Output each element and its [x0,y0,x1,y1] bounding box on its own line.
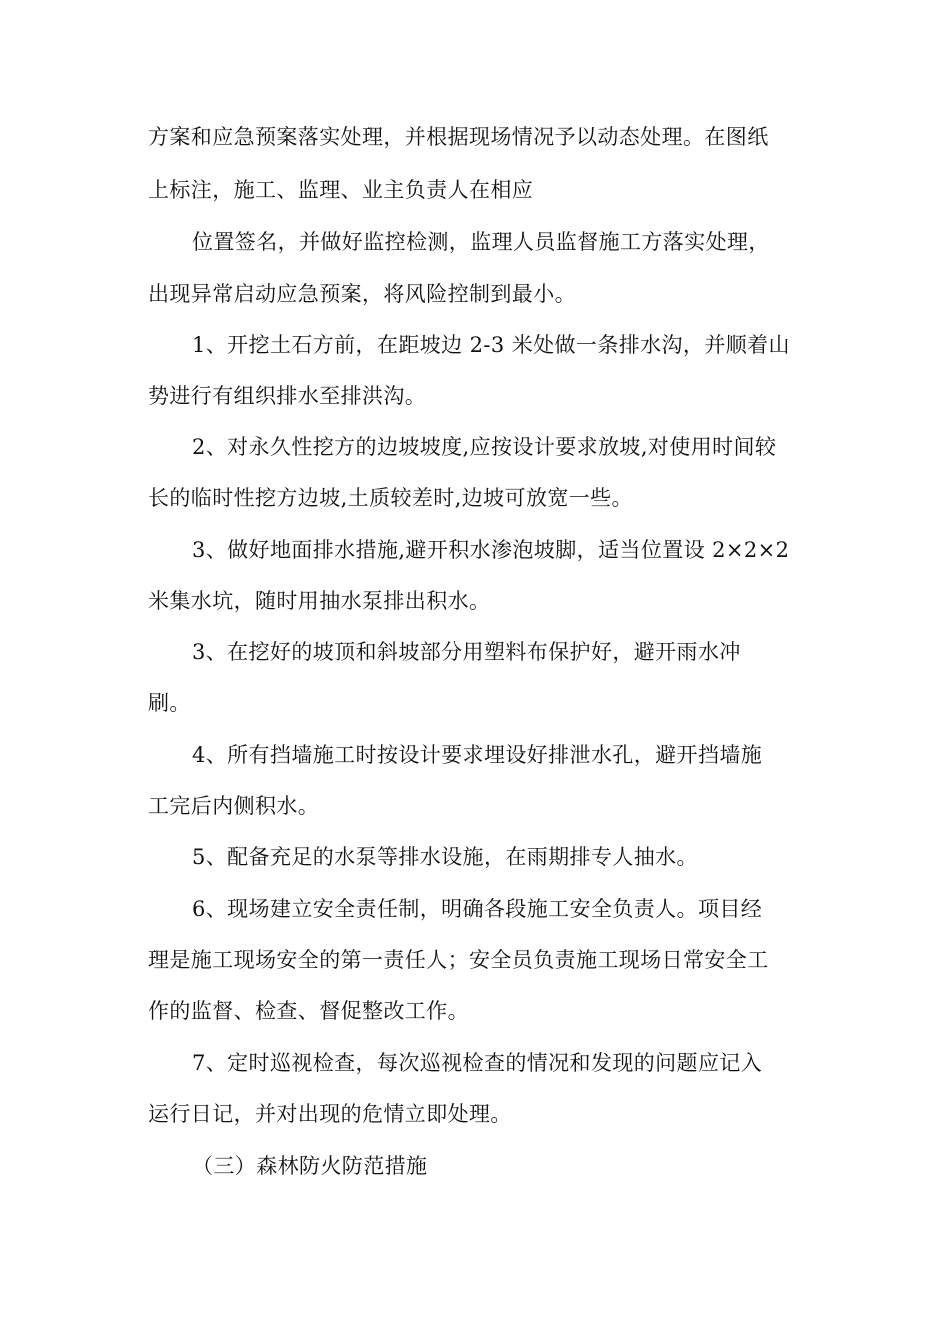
list-item-line: 长的临时性挖方边坡,土质较差时,边坡可放宽一些。 [148,486,633,510]
list-item-line: 2、对永久性挖方的边坡坡度,应按设计要求放坡,对使用时间较 [192,435,777,459]
list-item-line: 势进行有组织排水至排洪沟。 [148,384,427,408]
list-item-line: 作的监督、检查、督促整改工作。 [148,999,469,1023]
list-item-line: 3、做好地面排水措施,避开积水渗泡坡脚，适当位置设 2×2×2 [192,538,790,562]
list-item-line: 米集水坑，随时用抽水泵排出积水。 [148,589,491,613]
paragraph-line: 出现异常启动应急预案，将风险控制到最小。 [148,282,576,306]
paragraph-line: 位置签名，并做好监控检测，监理人员监督施工方落实处理， [192,230,770,254]
list-item-line: 1、开挖土石方前，在距坡边 2-3 米处做一条排水沟，并顺着山 [192,333,790,357]
list-item-line: 运行日记，并对出现的危情立即处理。 [148,1102,512,1126]
list-item-line: 理是施工现场安全的第一责任人；安全员负责施工现场日常安全工 [148,948,769,972]
list-item-line: 5、配备充足的水泵等排水设施，在雨期排专人抽水。 [192,845,698,869]
paragraph-line: 上标注，施工、监理、业主负责人在相应 [148,178,534,202]
list-item-line: 刷。 [148,691,191,715]
paragraph-line: 方案和应急预案落实处理，并根据现场情况予以动态处理。在图纸 [148,125,769,149]
list-item-line: 6、现场建立安全责任制，明确各段施工安全负责人。项目经 [192,897,763,921]
list-item-line: 7、定时巡视检查，每次巡视检查的情况和发现的问题应记入 [192,1051,763,1075]
list-item-line: 工完后内侧积水。 [148,794,320,818]
list-item-line: 3、在挖好的坡顶和斜坡部分用塑料布保护好，避开雨水冲 [192,640,741,664]
section-heading: （三）森林防火防范措施 [192,1154,428,1178]
list-item-line: 4、所有挡墙施工时按设计要求埋设好排泄水孔，避开挡墙施 [192,743,763,767]
